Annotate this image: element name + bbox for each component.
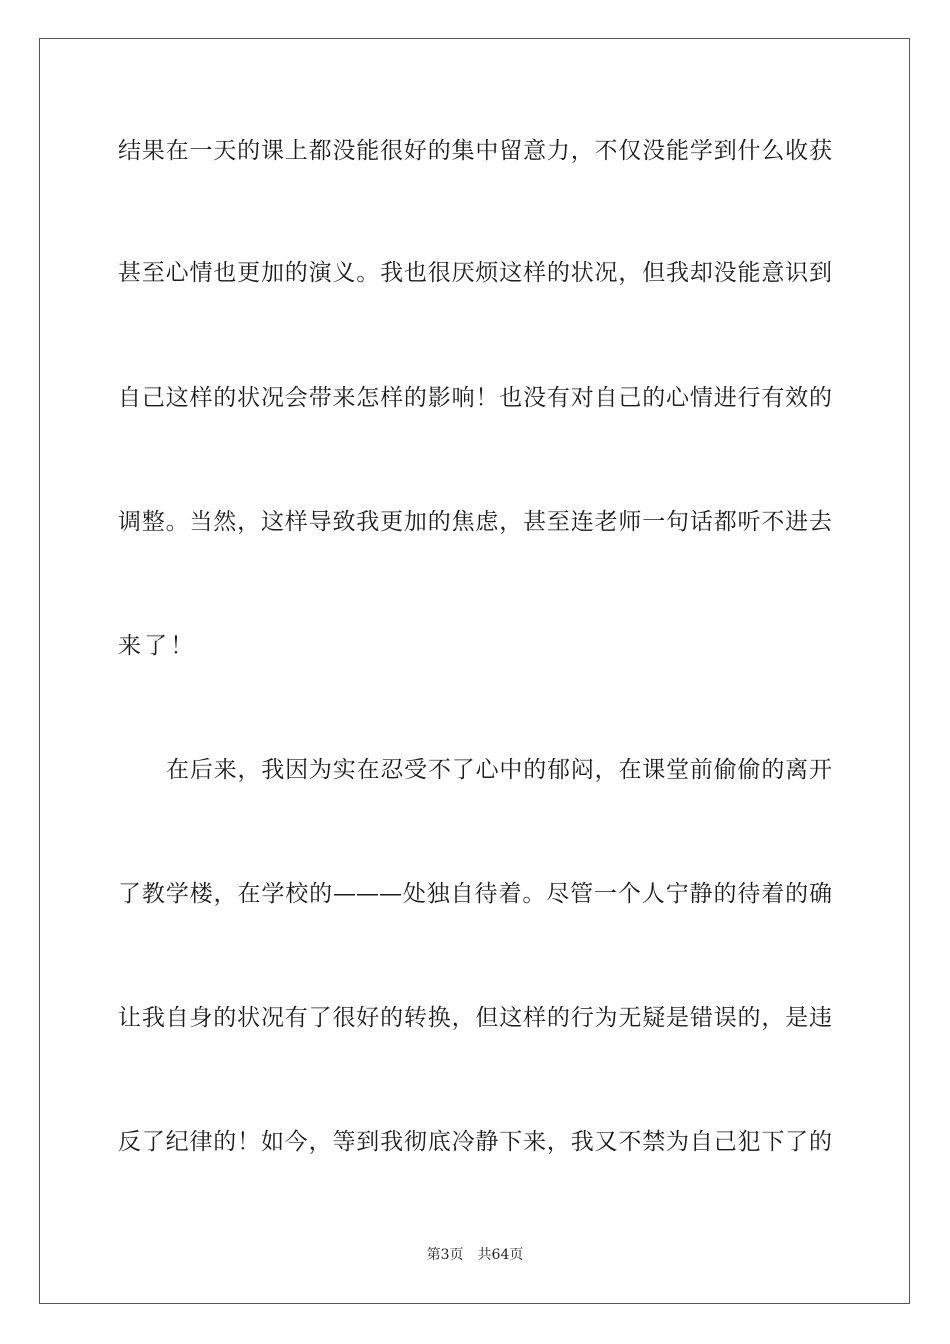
- text-line-3: 自己这样的状况会带来怎样的影响！也没有对自己的心情进行有效的: [118, 385, 832, 411]
- text-line-1: 结果在一天的课上都没能很好的集中留意力，不仅没能学到什么收获: [118, 138, 832, 164]
- text-line-2: 甚至心情也更加的演义。我也很厌烦这样的状况，但我却没能意识到: [118, 260, 832, 286]
- text-line-7: 了教学楼，在学校的———处独自待着。尽管一个人宁静的待着的确: [118, 881, 832, 907]
- text-line-8: 让我自身的状况有了很好的转换，但这样的行为无疑是错误的，是违: [118, 1005, 832, 1031]
- page-border: [39, 38, 910, 1304]
- page-number: 第3页: [426, 1247, 464, 1263]
- text-line-6-paragraph-start: 在后来，我因为实在忍受不了心中的郁闷，在课堂前偷偷的离开: [166, 757, 832, 783]
- page-footer: [0, 1246, 950, 1264]
- text-line-9: 反了纪律的！如今，等到我彻底冷静下来，我又不禁为自己犯下了的: [118, 1129, 832, 1155]
- page-total: 共64页: [477, 1247, 524, 1263]
- text-line-4: 调整。当然，这样导致我更加的焦虑，甚至连老师一句话都听不进去: [118, 509, 832, 535]
- text-line-5: 来了！: [118, 633, 197, 659]
